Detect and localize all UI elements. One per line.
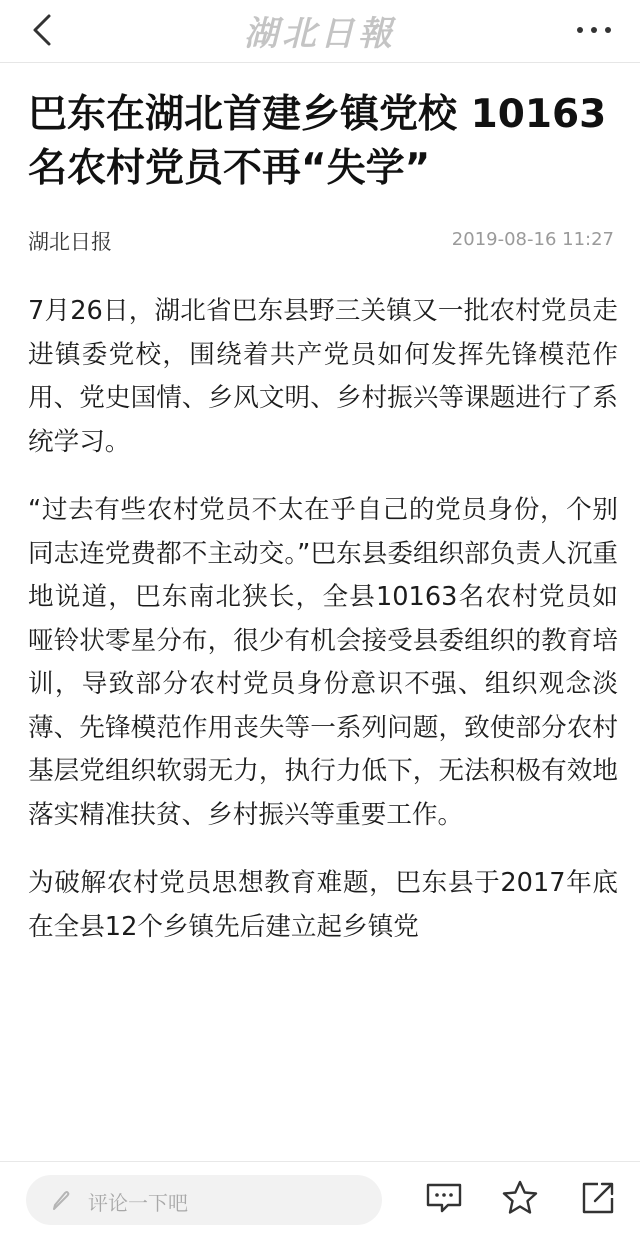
favorite-button[interactable] [500, 1178, 540, 1218]
top-nav-bar [0, 0, 640, 63]
article-paragraph: “过去有些农村党员不太在乎自己的党员身份，个别同志连党费都不主动交。”巴东县委组织部负责人沉重地说道，巴东南北狭长，全县10163名农村党员如哑铃状零星分布，很少有机会接受县委组织的教育培训，导致部分农村党员身份意识不强、组织观念淡薄、先锋模范作用丧失等一系列问题，致使部分农村基层党组织软弱无力，执行力低下，无法积极有效地落实精准扶贫、乡村振兴等重要工作。 [28, 495, 618, 830]
bottom-action-bar [0, 1161, 640, 1250]
comment-button[interactable] [424, 1178, 464, 1218]
comment-placeholder: 评论一下吧 [88, 1191, 188, 1215]
more-button[interactable] [574, 18, 614, 42]
star-icon [500, 1178, 540, 1218]
pen-icon [48, 1187, 74, 1213]
article-title: 巴东在湖北首建乡镇党校 10163名农村党员不再“失学” [28, 92, 607, 191]
article-paragraph: 为破解农村党员思想教育难题，巴东县于2017年底在全县12个乡镇先后建立起乡镇党 [28, 868, 618, 942]
app-logo: 湖北日報 [244, 14, 396, 54]
comment-icon [424, 1178, 464, 1218]
article-timestamp: 2019-08-16 11:27 [451, 229, 614, 250]
ellipsis-icon [574, 18, 614, 42]
share-icon [578, 1178, 618, 1218]
article-paragraph: 7月26日，湖北省巴东县野三关镇又一批农村党员走进镇委党校，围绕着共产党员如何发挥先锋模范作用、党史国情、乡风文明、乡村振兴等课题进行了系统学习。 [28, 296, 618, 457]
article-source[interactable]: 湖北日报 [28, 230, 112, 254]
share-button[interactable] [578, 1178, 618, 1218]
comment-input[interactable] [26, 1175, 382, 1225]
article-body [28, 290, 618, 974]
